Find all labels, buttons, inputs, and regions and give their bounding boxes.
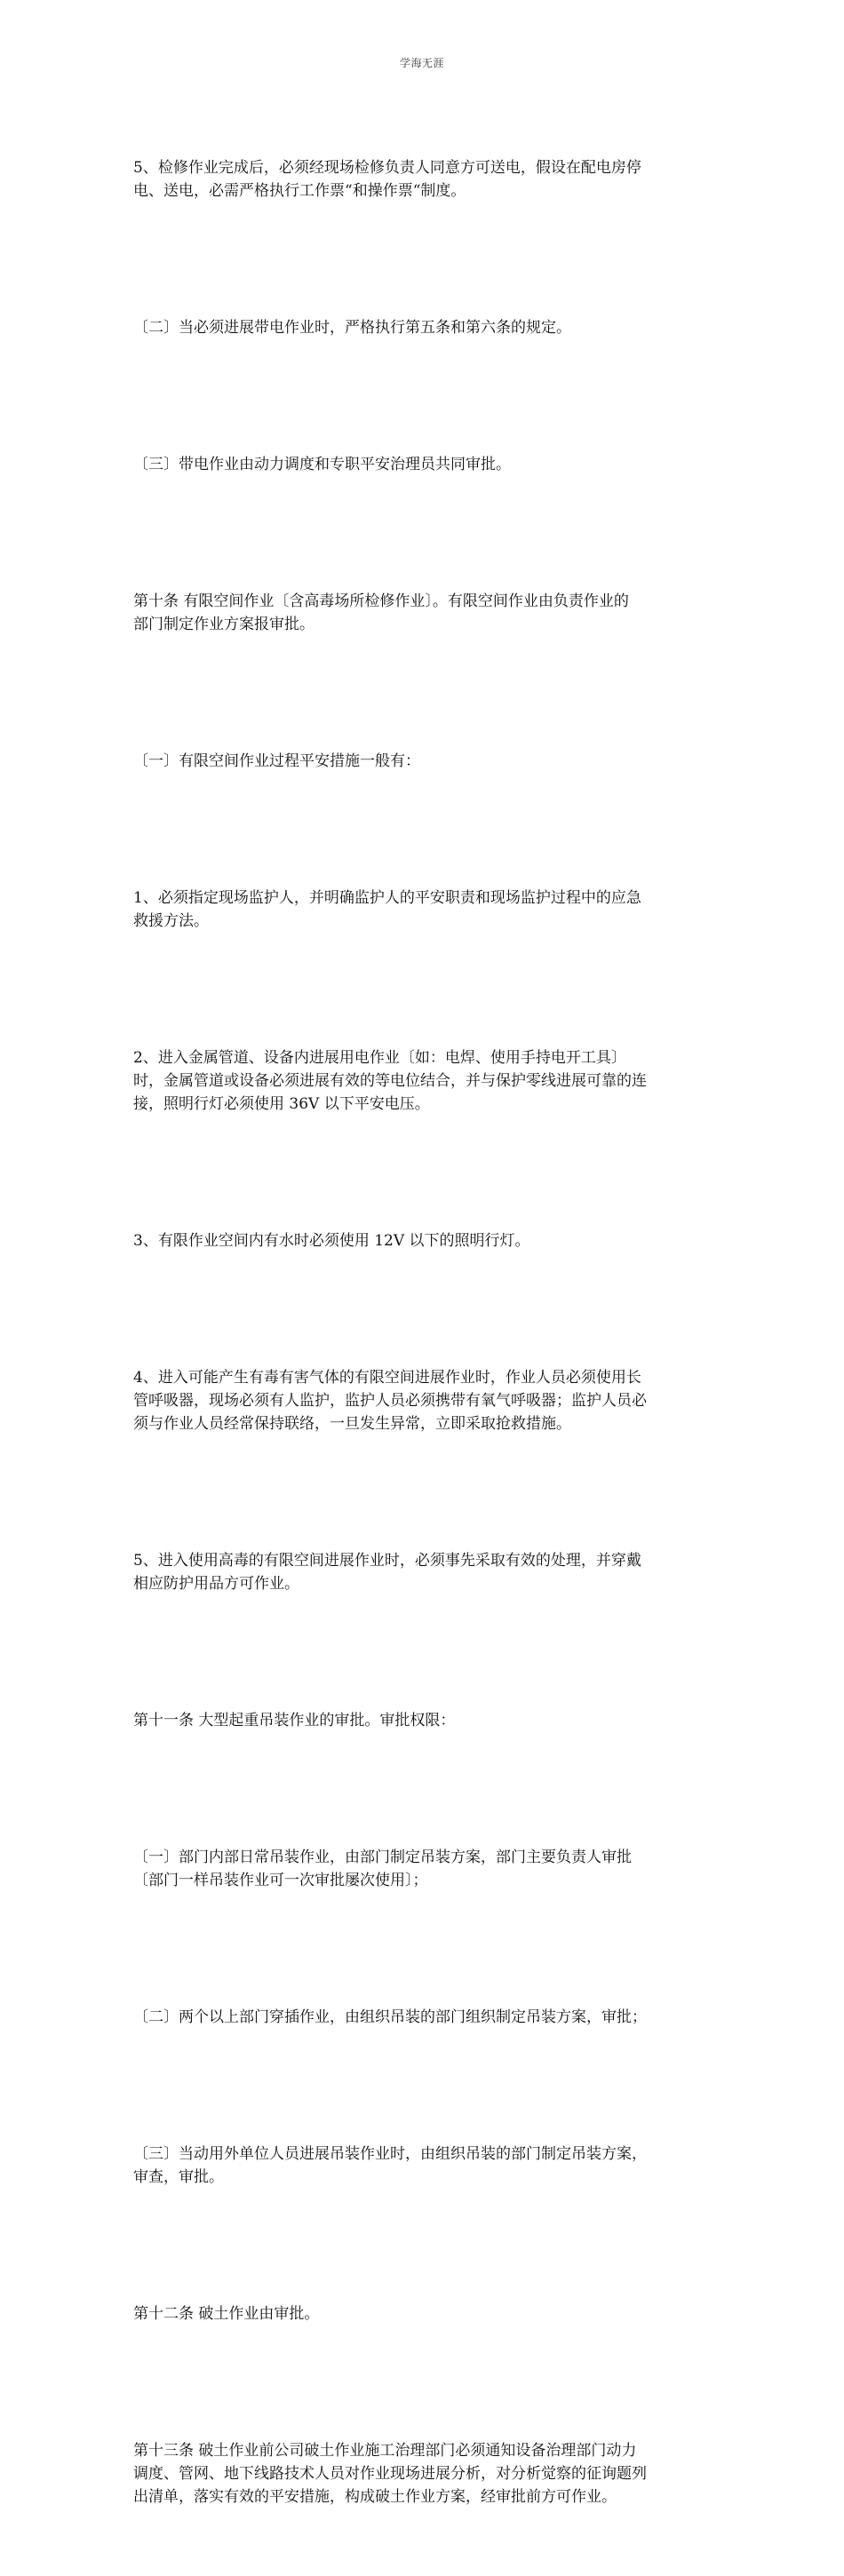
paragraph-line: 第十一条 大型起重吊装作业的审批。审批权限： — [133, 1712, 456, 1729]
paragraph — [133, 1320, 716, 1482]
paragraph-line: 2、进入金属管道、设备内进展用电作业〔如：电焊、使用手持电开工具〕 — [133, 1049, 626, 1067]
paragraph-line: 调度、管网、地下线路技术人员对作业现场进展分析，对分析觉察的征询题列 — [133, 2465, 647, 2483]
paragraph-line: 〔二〕两个以上部门穿插作业，由组织吊装的部门组织制定吊装方案，审批； — [133, 2008, 647, 2026]
paragraph — [133, 110, 716, 249]
paragraph — [133, 704, 716, 819]
paragraph-line: 〔一〕部门内部日常吊装作业，由部门制定吊装方案，部门主要负责人审批 — [133, 1849, 632, 1866]
paragraph — [133, 1663, 716, 1778]
paragraph-line: 相应防护用品方可作业。 — [133, 1575, 299, 1593]
paragraph-line: 〔三〕当动用外单位人员进展吊装作业时，由组织吊装的部门制定吊装方案， — [133, 2145, 647, 2163]
paragraph — [133, 270, 716, 386]
paragraph-line: 时，金属管道或设备必须进展有效的等电位结合，并与保护零线进展可靠的连 — [133, 1072, 647, 1090]
paragraph-line: 〔一〕有限空间作业过程平安措施一般有： — [133, 752, 420, 770]
paragraph — [133, 1000, 716, 1162]
paragraph — [133, 1800, 716, 1938]
paragraph — [133, 407, 716, 522]
paragraph-line: 部门制定作业方案报审批。 — [133, 616, 315, 633]
paragraph-line: 5、检修作业完成后，必须经现场检修负责人同意方可送电，假设在配电房停 — [133, 159, 641, 177]
paragraph-line: 第十条 有限空间作业〔含高毒场所检修作业〕。有限空间作业由负责作业的 — [133, 592, 629, 610]
paragraph — [133, 1960, 716, 2075]
paragraph-line: 出清单，落实有效的平安措施，构成破土作业方案，经审批前方可作业。 — [133, 2488, 617, 2506]
paragraph-line: 救援方法。 — [133, 912, 209, 930]
paragraph-line: 〔部门一样吊装作业可一次审批屡次使用〕； — [133, 1872, 428, 1889]
paragraph — [133, 1183, 716, 1299]
document-body — [133, 110, 716, 2576]
paragraph-line: 审查，审批。 — [133, 2168, 224, 2186]
paragraph-line: 电、送电，必需严格执行工作票“和操作票“制度。 — [133, 182, 466, 200]
paragraph — [133, 544, 716, 682]
paragraph-line: 管呼吸器，现场必须有人监护，监护人员必须携带有氧气呼吸器；监护人员必 — [133, 1392, 647, 1410]
paragraph-line: 〔二〕当必须进展带电作业时，严格执行第五条和第六条的规定。 — [133, 319, 571, 337]
paragraph-line: 3、有限作业空间内有水时必须使用 12V 以下的照明行灯。 — [133, 1232, 530, 1250]
paragraph-line: 第十二条 破土作业由审批。 — [133, 2305, 320, 2323]
paragraph — [133, 2393, 716, 2555]
paragraph-line: 须与作业人员经常保持联络，一旦发生异常，立即采取抢救措施。 — [133, 1415, 571, 1433]
paragraph-line: 4、进入可能产生有毒有害气体的有限空间进展作业时，作业人员必须使用长 — [133, 1369, 641, 1387]
paragraph — [133, 2256, 716, 2372]
paragraph-line: 接，照明行灯必须使用 36V 以下平安电压。 — [133, 1095, 430, 1113]
paragraph-line: 第十三条 破土作业前公司破土作业施工治理部门必须通知设备治理部门动力 — [133, 2442, 637, 2460]
paragraph-line: 5、进入使用高毒的有限空间进展作业时，必须事先采取有效的处理，并穿戴 — [133, 1552, 641, 1570]
paragraph-line: 〔三〕带电作业由动力调度和专职平安治理员共同审批。 — [133, 456, 511, 473]
paragraph-line: 1、必须指定现场监护人，并明确监护人的平安职责和现场监护过程中的应急 — [133, 889, 641, 907]
paragraph — [133, 1503, 716, 1642]
paragraph — [133, 840, 716, 979]
page-header: 学海无涯 — [399, 57, 444, 69]
paragraph — [133, 2096, 716, 2235]
